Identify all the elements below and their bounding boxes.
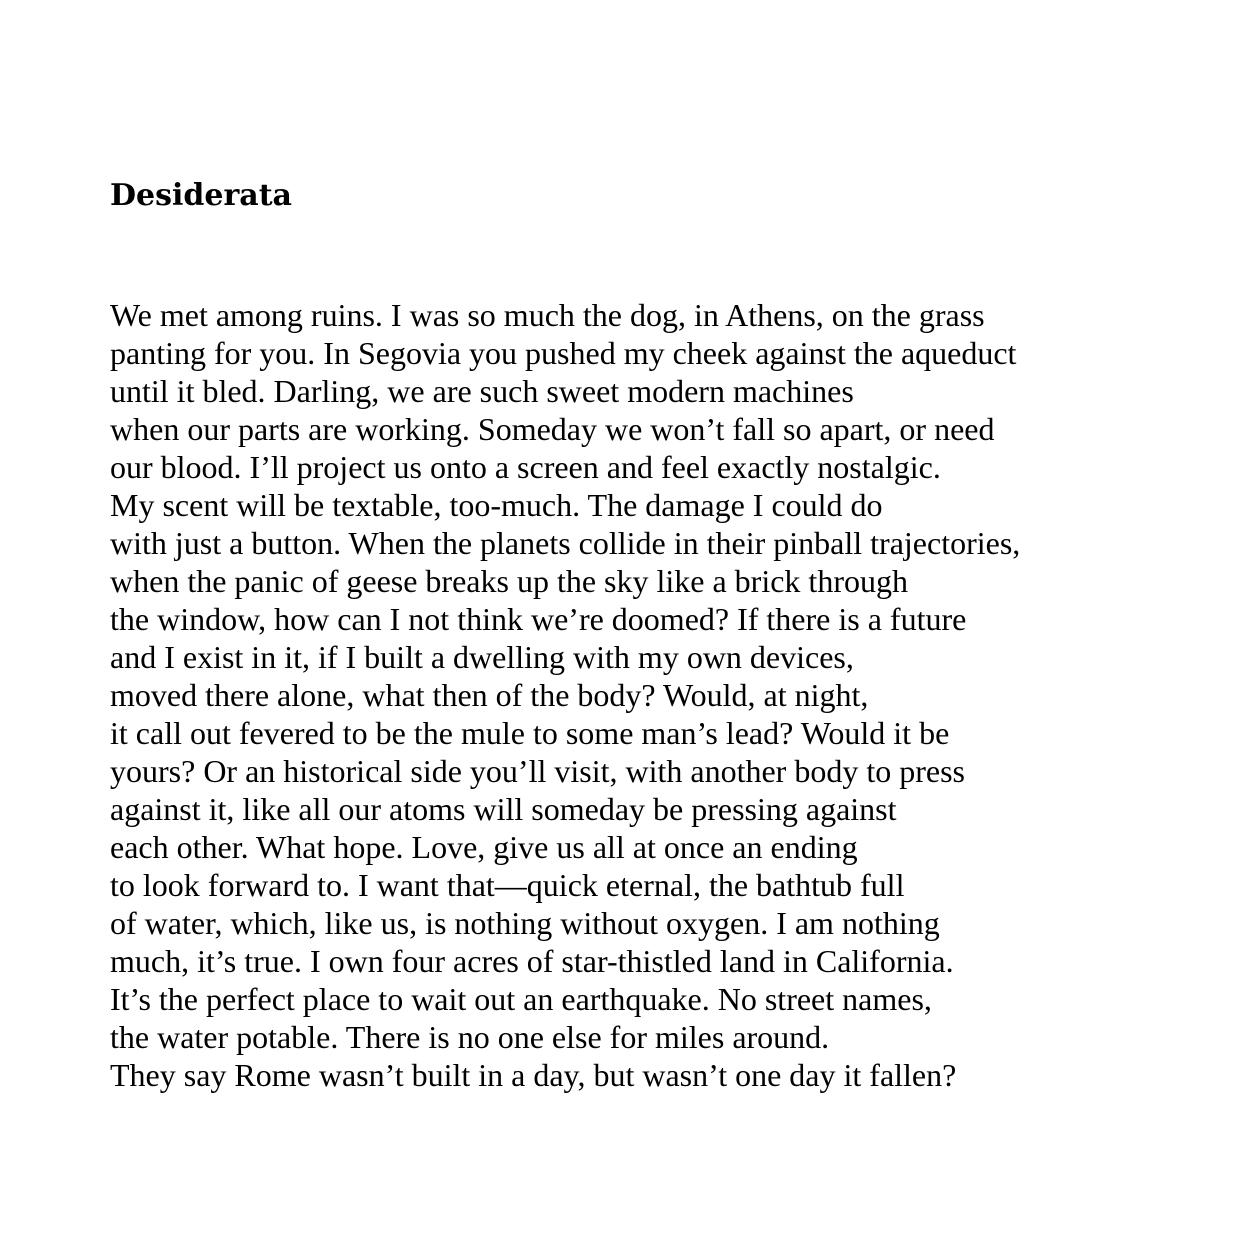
poem-line: against it, like all our atoms will someday be pressing against (110, 791, 897, 827)
poem-line: it call out fevered to be the mule to some man’s lead? Would it be (110, 715, 950, 751)
poem-line: the water potable. There is no one else for miles around. (110, 1019, 830, 1055)
poem-line: and I exist in it, if I built a dwelling with my own devices, (110, 639, 854, 675)
poem-line: much, it’s true. I own four acres of star-thistled land in California. (110, 943, 954, 979)
poem-line: We met among ruins. I was so much the dog, in Athens, on the grass (110, 297, 985, 333)
poem-line: until it bled. Darling, we are such sweet modern machines (110, 373, 854, 409)
poem-line: each other. What hope. Love, give us all at once an ending (110, 829, 858, 865)
poem-line: when our parts are working. Someday we won’t fall so apart, or need (110, 411, 995, 447)
poem-line: yours? Or an historical side you’ll visit, with another body to press (110, 753, 965, 789)
poem-line: when the panic of geese breaks up the sky like a brick through (110, 563, 908, 599)
poem-line: My scent will be textable, too-much. The damage I could do (110, 487, 883, 523)
poem-line: our blood. I’ll project us onto a screen and feel exactly nostalgic. (110, 449, 941, 485)
poem-line: They say Rome wasn’t built in a day, but wasn’t one day it fallen? (110, 1057, 957, 1093)
poem-line: panting for you. In Segovia you pushed my cheek against the aqueduct (110, 335, 1017, 371)
poem-line: It’s the perfect place to wait out an earthquake. No street names, (110, 981, 932, 1017)
poem-line: with just a button. When the planets collide in their pinball trajectories, (110, 525, 1021, 561)
poem-title: Desiderata (110, 178, 292, 213)
poem-line: moved there alone, what then of the body? Would, at night, (110, 677, 869, 713)
poem-line: to look forward to. I want that—quick eternal, the bathtub full (110, 867, 905, 903)
poem-line: the window, how can I not think we’re doomed? If there is a future (110, 601, 967, 637)
poem-body (110, 296, 1020, 1094)
poem-line: of water, which, like us, is nothing without oxygen. I am nothing (110, 905, 940, 941)
